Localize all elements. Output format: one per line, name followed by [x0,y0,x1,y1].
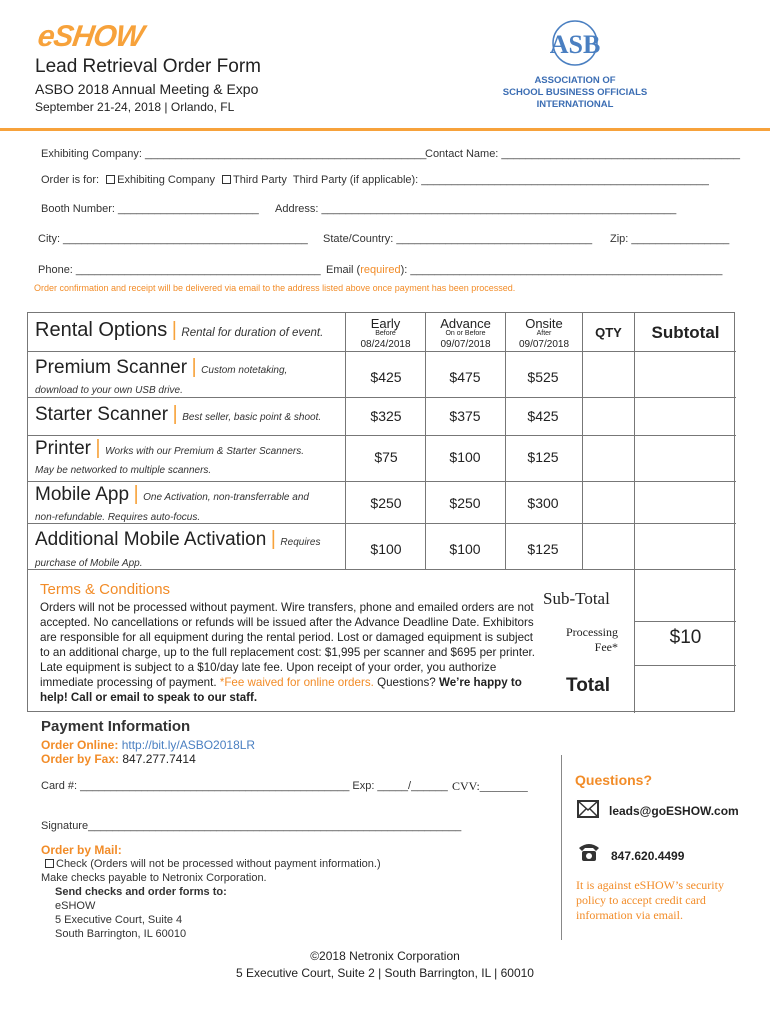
price-cell: $125 [527,541,559,557]
mail-address: eSHOW 5 Executive Court, Suite 4 South Barrington, IL 60010 [55,900,187,940]
confirmation-note: Order confirmation and receipt will be delivered via email to the address listed above once payment has been processed. [34,283,516,293]
asbo-line-3: INTERNATIONAL [536,99,614,110]
price-cell: $125 [527,449,559,465]
price-cell: $100 [449,449,481,465]
col-subtotal: Subtotal [651,323,720,342]
contact-questions: Questions? [575,772,653,788]
header-divider [0,128,770,131]
price-cell: $75 [374,449,398,465]
row-desc: purchase of Mobile App. [35,558,143,569]
third-party-option: Third Party [233,174,287,186]
price-cell: $375 [449,408,481,424]
contact-name-field[interactable]: Contact Name: _______________________________________ [425,148,741,160]
third-party-field[interactable]: Third Party (if applicable): _______________________________________________ [292,174,709,186]
state-country-field[interactable]: State/Country: ________________________________ [323,233,593,245]
order-for-label: Order is for: [41,174,100,186]
terms-body: Orders will not be processed without payment. Wire transfers, phone and emailed orders are not accepted. No cancellations or refunds will be issued after the Advance Deadline Date. Exhibitors are responsible for all equipment during the rental period. Lost or damaged equipment is subject to an additional charge, up to the full replacement cost: $1,995 per scanner and $695 per printer. Late equipment is subject to a $10/day late fee. Upon receipt of your order, you authorize immediate processing of payment. *Fee waived for online orders. Questions? We’re happy to help! Call or email to speak to our staff. [40,601,535,704]
contact-phone: 847.620.4499 [611,849,685,863]
row-desc: non-refundable. Requires auto-focus. [35,512,201,523]
card-number-field[interactable]: Card #: ____________________________________________ Exp: _____/______ [41,780,448,792]
price-cell: $250 [449,495,481,511]
price-cell: $300 [527,495,559,511]
asbo-logo [500,18,650,111]
asbo-line-2: SCHOOL BUSINESS OFFICIALS [502,87,648,98]
col-early: Early Before 08/24/2018 [360,316,411,350]
email-field[interactable]: Email (required): ___________________________________________________ [326,264,723,276]
eshow-logo: eSHOW [35,20,146,53]
price-cell: $325 [370,408,402,424]
order-fax-row: Order by Fax: 847.277.7414 [41,752,196,766]
asbo-line-1: ASSOCIATION OF [534,75,616,86]
fee-waived-note: *Fee waived for online orders. [219,676,374,689]
security-policy-note: It is against eSHOW’s security policy to accept credit card information via email. [576,878,724,922]
contact-divider [561,755,562,940]
price-cell: $100 [370,541,402,557]
event-dates: September 21-24, 2018 | Orlando, FL [35,100,235,114]
check-checkbox[interactable] [45,859,54,868]
phone-icon [577,842,601,867]
col-qty: QTY [595,325,622,340]
address-field[interactable]: Address: __________________________________________________________ [275,203,677,215]
row-printer: Printer | Works with our Premium & Starter Scanners. [35,437,305,459]
payment-heading: Payment Information [41,718,191,735]
asbo-emblem-icon [545,18,605,68]
email-icon [577,800,599,823]
price-cell: $425 [527,408,559,424]
table-header-title: Rental Options | Rental for duration of event. [35,319,324,341]
check-option: Check (Orders will not be processed without payment information.) [45,858,381,870]
order-for-row [41,174,709,186]
exhibiting-company-option: Exhibiting Company [117,174,215,186]
send-to-label: Send checks and order forms to: [55,886,227,898]
footer-address: 5 Executive Court, Suite 2 | South Barrington, IL | 60010 [236,966,534,980]
row-additional-activation: Additional Mobile Activation | Requires [35,528,321,550]
exhibiting-company-field[interactable]: Exhibiting Company: ______________________________________________ [41,148,427,160]
order-online-link[interactable]: http://bit.ly/ASBO2018LR [121,738,256,752]
row-starter-scanner: Starter Scanner | Best seller, basic point & shoot. [35,403,322,425]
price-cell: $100 [449,541,481,557]
booth-number-field[interactable]: Booth Number: _______________________ [41,203,259,215]
signature-field[interactable]: Signature_____________________________________________________________ [41,820,462,832]
price-cell: $475 [449,369,481,385]
svg-text:ASB: ASB [549,30,601,59]
col-advance: Advance On or Before 09/07/2018 [440,316,491,350]
price-cell: $425 [370,369,402,385]
cvv-field[interactable]: CVV:________ [452,779,528,793]
processing-fee-label: Processing Fee* [566,625,618,654]
row-desc: May be networked to multiple scanners. [35,465,212,476]
price-cell: $250 [370,495,402,511]
footer-copyright: ©2018 Netronix Corporation [310,949,460,963]
event-name: ASBO 2018 Annual Meeting & Expo [35,81,259,97]
city-field[interactable]: City: ________________________________________ [38,233,308,245]
col-onsite: Onsite After 09/07/2018 [518,316,570,350]
phone-field[interactable]: Phone: ________________________________________ [38,264,321,276]
row-mobile-app: Mobile App | One Activation, non-transferrable and [35,483,309,505]
third-party-checkbox[interactable] [222,175,231,184]
zip-field[interactable]: Zip: ________________ [610,233,730,245]
order-online-row: Order Online: http://bit.ly/ASBO2018LR [41,738,256,752]
price-cell: $525 [527,369,559,385]
row-premium-scanner: Premium Scanner | Custom notetaking, [35,356,288,378]
sub-total-label: Sub-Total [543,589,610,608]
footer [0,948,770,982]
contact-email-link[interactable]: leads@goESHOW.com [609,804,739,818]
processing-fee-value: $10 [669,627,702,648]
mail-heading: Order by Mail: [41,843,122,857]
total-label: Total [566,675,610,696]
terms-heading: Terms & Conditions [40,581,171,598]
payable-note: Make checks payable to Netronix Corporation. [41,872,267,884]
required-label: required [360,264,401,276]
row-desc: download to your own USB drive. [35,385,183,396]
exhibiting-company-checkbox[interactable] [106,175,115,184]
page-title: Lead Retrieval Order Form [35,56,261,77]
